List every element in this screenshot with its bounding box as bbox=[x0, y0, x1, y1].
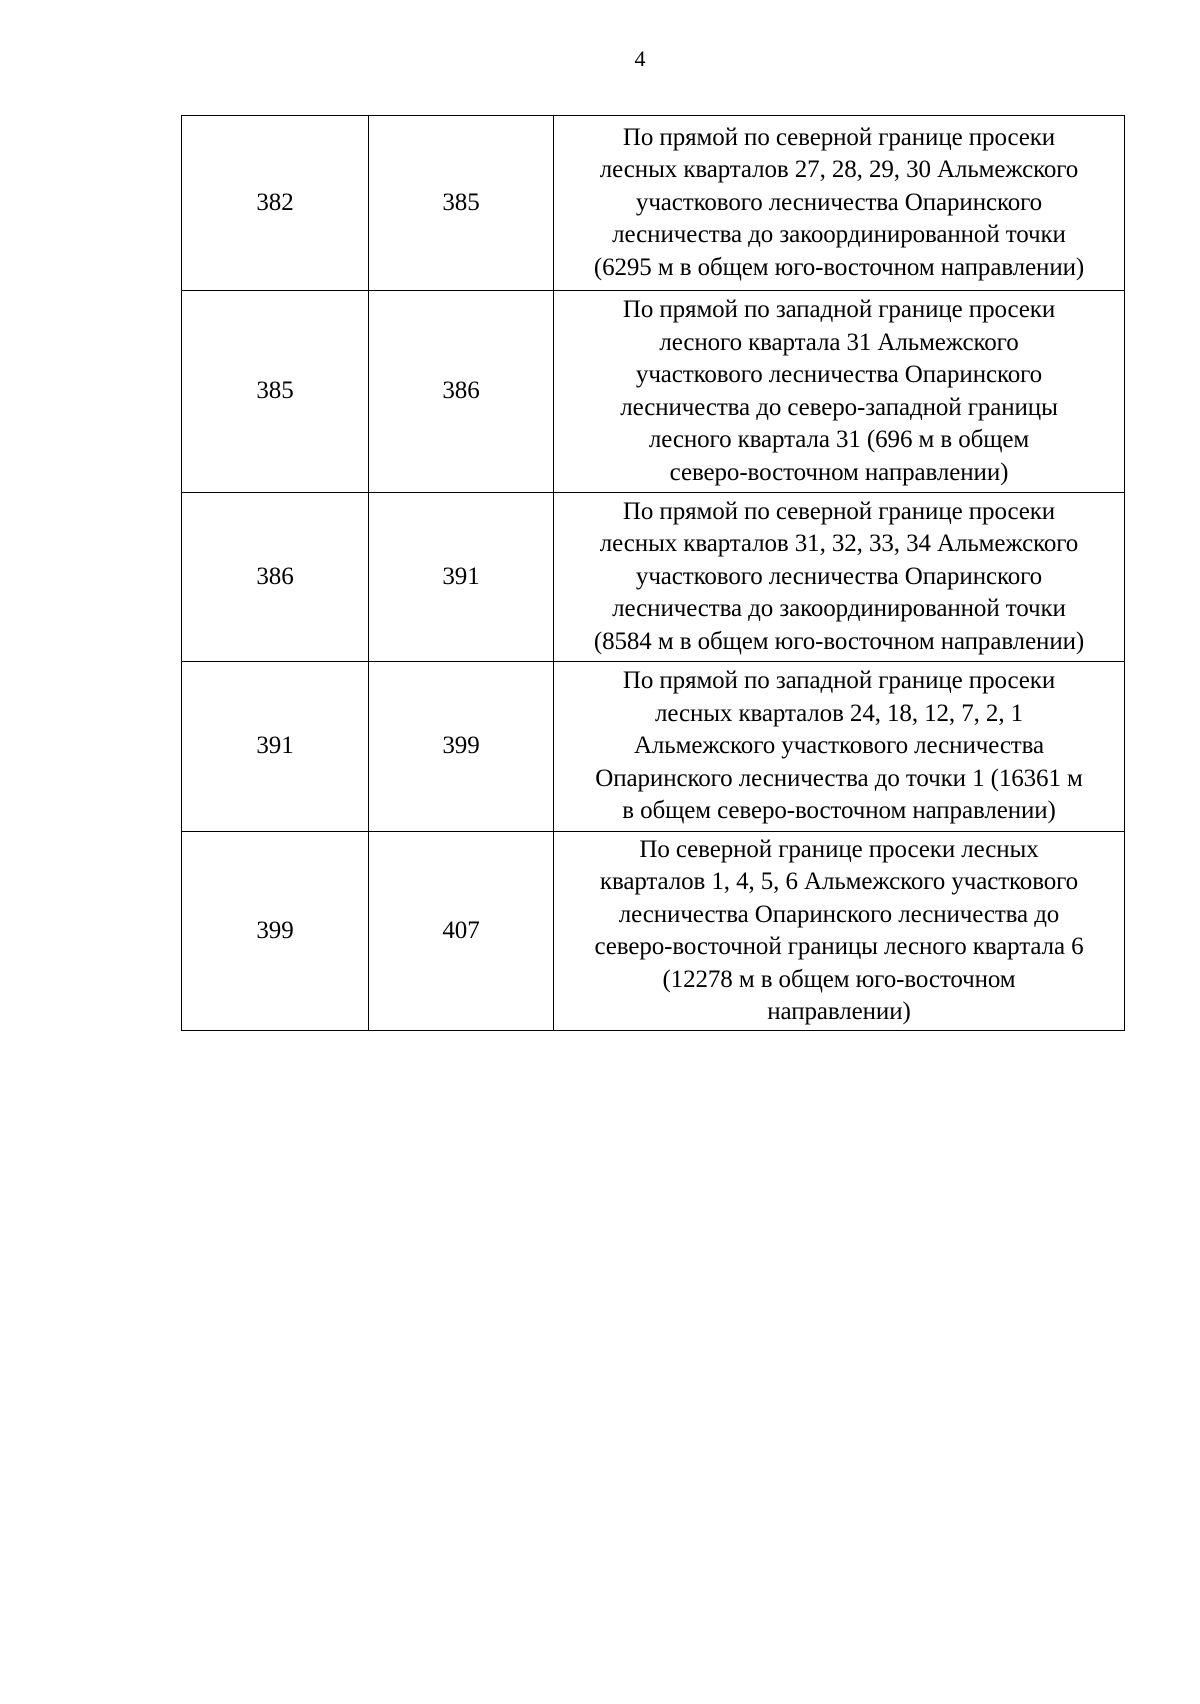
description-line: лесных кварталов 27, 28, 29, 30 Альмежского bbox=[599, 156, 1079, 184]
description-line: направлении) bbox=[767, 998, 911, 1025]
table-row bbox=[182, 116, 1125, 291]
description-line: По прямой по западной границе просеки bbox=[622, 667, 1056, 695]
description-line: лесничества до северо-западной границы bbox=[620, 393, 1058, 421]
from-point-cell: 382 bbox=[182, 116, 369, 291]
description-line: лесного квартала 31 Альмежского bbox=[659, 328, 1019, 356]
table-row bbox=[182, 662, 1125, 832]
from-point-cell: 391 bbox=[182, 662, 369, 832]
to-point-cell: 407 bbox=[369, 832, 554, 1031]
boundary-description-cell bbox=[554, 662, 1125, 832]
to-point-cell: 385 bbox=[369, 116, 554, 291]
from-point-cell: 399 bbox=[182, 832, 369, 1031]
description-line: По прямой по западной границе просеки bbox=[622, 296, 1056, 323]
table-row bbox=[182, 493, 1125, 662]
boundary-description-cell bbox=[554, 116, 1125, 291]
description-line: (8584 м в общем юго-восточном направлении) bbox=[593, 627, 1085, 655]
description-line: в общем северо-восточном направлении) bbox=[622, 797, 1056, 825]
description-line: кварталов 1, 4, 5, 6 Альмежского участкового bbox=[599, 868, 1079, 895]
boundary-description-cell bbox=[554, 493, 1125, 662]
to-point-cell: 399 bbox=[369, 662, 554, 832]
description-line: участкового лесничества Опаринского bbox=[635, 361, 1043, 388]
description-line: лесных кварталов 24, 18, 12, 7, 2, 1 bbox=[654, 699, 1024, 727]
table-row bbox=[182, 291, 1125, 493]
description-line: лесничества до закоординированной точки bbox=[612, 221, 1066, 249]
boundary-description-table bbox=[181, 115, 1125, 1031]
boundary-description-cell bbox=[554, 291, 1125, 493]
description-line: лесничества до закоординированной точки bbox=[612, 595, 1066, 623]
description-line: По прямой по северной границе просеки bbox=[622, 123, 1056, 151]
description-line: Альмежского участкового лесничества bbox=[633, 732, 1045, 760]
description-line: лесных кварталов 31, 32, 33, 34 Альмежского bbox=[599, 530, 1079, 558]
to-point-cell: 391 bbox=[369, 493, 554, 662]
table-row bbox=[182, 832, 1125, 1031]
description-line: По северной границе просеки лесных bbox=[639, 835, 1039, 863]
boundary-description-cell bbox=[554, 832, 1125, 1031]
description-line: северо-восточной границы лесного квартала 6 bbox=[594, 933, 1084, 960]
page-number: 4 bbox=[634, 46, 646, 71]
from-point-cell: 386 bbox=[182, 493, 369, 662]
description-line: лесного квартала 31 (696 м в общем bbox=[648, 426, 1030, 453]
description-line: северо-восточном направлении) bbox=[669, 458, 1009, 486]
description-line: участкового лесничества Опаринского bbox=[635, 188, 1043, 216]
from-point-cell: 385 bbox=[182, 291, 369, 493]
description-line: участкового лесничества Опаринского bbox=[635, 562, 1043, 590]
to-point-cell: 386 bbox=[369, 291, 554, 493]
description-line: (12278 м в общем юго-восточном bbox=[662, 965, 1016, 993]
description-line: (6295 м в общем юго-восточном направлении) bbox=[593, 253, 1085, 281]
description-line: лесничества Опаринского лесничества до bbox=[618, 900, 1060, 928]
description-line: По прямой по северной границе просеки bbox=[622, 497, 1056, 525]
description-line: Опаринского лесничества до точки 1 (16361 м bbox=[595, 764, 1083, 792]
